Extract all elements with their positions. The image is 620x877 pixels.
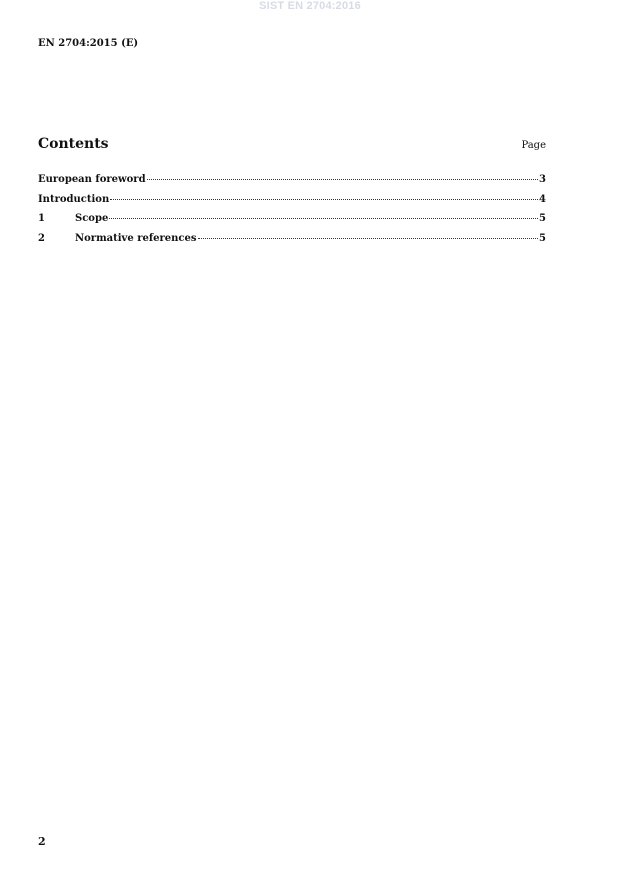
table-of-contents [38,174,546,252]
toc-entry-title: Normative references [75,232,197,244]
toc-entry[interactable] [38,174,546,194]
toc-leader-dots [110,198,538,200]
toc-entry[interactable] [38,233,546,253]
toc-entry[interactable] [38,194,546,214]
contents-heading: Contents [38,136,109,152]
page-column-label: Page [521,140,546,151]
toc-entry[interactable] [38,213,546,233]
document-id-header: EN 2704:2015 (E) [38,38,139,49]
toc-entry-title: Scope [75,213,109,224]
toc-entry-number: 1 [38,213,45,224]
toc-leader-dots [109,217,538,219]
toc-entry-title: European foreword [38,174,146,185]
toc-entry-page: 4 [539,193,546,205]
toc-leader-dots [147,178,538,180]
toc-entry-number: 2 [38,232,45,244]
toc-entry-page: 5 [539,213,546,224]
toc-entry-title: Introduction [38,193,110,205]
toc-leader-dots [198,237,539,239]
toc-entry-page: 5 [539,232,546,244]
toc-entry-page: 3 [539,174,546,185]
watermark: SIST EN 2704:2016 [259,0,361,12]
footer-page-number: 2 [38,835,46,848]
